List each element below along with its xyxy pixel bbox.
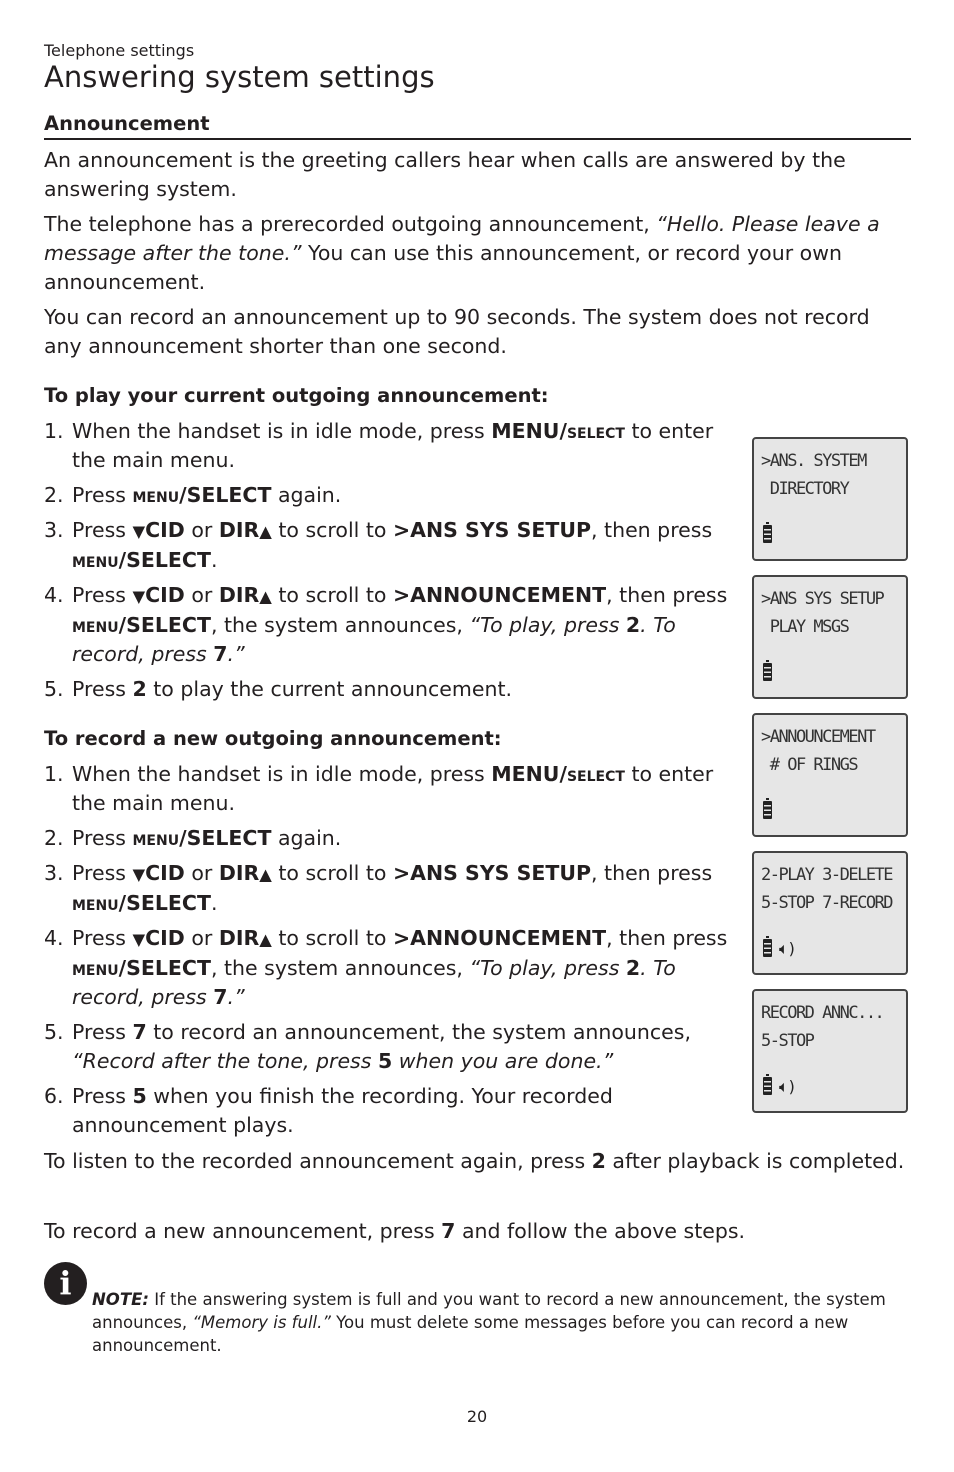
handset-screen: [752, 851, 908, 975]
note: NOTE: If the answering system is full and you want to record a new announcement, the system announces, “Memory is full.” You must delete some messages before you can record a new announcement.: [92, 1290, 886, 1355]
screen-line-1: 2-PLAY 3-DELETE: [761, 865, 893, 885]
speaker-icon: 🔈︎): [779, 1077, 795, 1096]
section-heading: Announcement: [44, 112, 911, 140]
list-item: 4. Press ▼CID or DIR▲ to scroll to >ANNOUNCEMENT, then press menu/SELECT, the system announces, “To play, press 2. To record, press 7.”: [44, 583, 728, 666]
list-item: 6. Press 5 when you finish the recording. Your recorded announcement plays.: [44, 1084, 613, 1137]
after-paragraph-2: To record a new announcement, press 7 and follow the above steps.: [44, 1219, 746, 1243]
speaker-icon: 🔈︎): [779, 939, 795, 958]
down-arrow-icon: ▼: [132, 587, 146, 606]
list-item: 1. When the handset is in idle mode, press MENU/select to enter the main menu.: [44, 762, 714, 815]
screen-line-2: DIRECTORY: [761, 479, 849, 499]
screen-line-1: RECORD ANNC...: [761, 1003, 884, 1023]
list-item: 5. Press 2 to play the current announcement.: [44, 677, 512, 701]
battery-icon: [763, 801, 772, 819]
list-item: 3. Press ▼CID or DIR▲ to scroll to >ANS SYS SETUP, then press menu/SELECT.: [44, 861, 713, 915]
play-heading: To play your current outgoing announcement:: [44, 384, 549, 407]
list-item: 5. Press 7 to record an announcement, the system announces, “Record after the tone, press 5 when you are done.”: [44, 1020, 691, 1073]
record-steps: [44, 760, 744, 1146]
battery-icon: [763, 939, 772, 957]
up-arrow-icon: ▲: [259, 930, 272, 949]
battery-icon: [763, 663, 772, 681]
screen-line-2: # OF RINGS: [761, 755, 858, 775]
screen-line-2: PLAY MSGS: [761, 617, 849, 637]
intro-paragraph-1: An announcement is the greeting callers hear when calls are answered by the answering system.: [44, 148, 846, 201]
handset-screen: [752, 437, 908, 561]
screen-line-1: >ANS. SYSTEM: [761, 451, 866, 471]
list-item: 2. Press menu/SELECT again.: [44, 483, 342, 507]
breadcrumb: Telephone settings: [44, 41, 195, 60]
list-item: 4. Press ▼CID or DIR▲ to scroll to >ANNOUNCEMENT, then press menu/SELECT, the system announces, “To play, press 2. To record, press 7.”: [44, 926, 728, 1009]
screen-line-2: 5-STOP: [761, 1031, 814, 1051]
handset-screen: [752, 989, 908, 1113]
screen-line-2: 5-STOP 7-RECORD: [761, 893, 893, 913]
list-item: 1. When the handset is in idle mode, press MENU/select to enter the main menu.: [44, 419, 714, 472]
up-arrow-icon: ▲: [259, 587, 272, 606]
battery-icon: [763, 525, 772, 543]
page-title: Answering system settings: [44, 60, 435, 94]
battery-icon: [763, 1077, 772, 1095]
down-arrow-icon: ▼: [132, 865, 146, 884]
list-item: 2. Press menu/SELECT again.: [44, 826, 342, 850]
play-steps: [44, 417, 744, 710]
up-arrow-icon: ▲: [259, 522, 272, 541]
info-icon: i: [44, 1262, 87, 1305]
up-arrow-icon: ▲: [259, 865, 272, 884]
intro-paragraph-3: You can record an announcement up to 90 seconds. The system does not record any announcement shorter than one second.: [44, 305, 870, 358]
after-paragraph-1: To listen to the recorded announcement again, press 2 after playback is completed.: [44, 1149, 905, 1173]
page-number: 20: [466, 1407, 488, 1426]
intro-paragraph-2: The telephone has a prerecorded outgoing announcement, “Hello. Please leave a message after the tone.” You can use this announcement, or record your own announcement.: [44, 212, 880, 294]
screen-line-1: >ANNOUNCEMENT: [761, 727, 875, 747]
list-item: 3. Press ▼CID or DIR▲ to scroll to >ANS SYS SETUP, then press menu/SELECT.: [44, 518, 713, 572]
down-arrow-icon: ▼: [132, 522, 146, 541]
record-heading: To record a new outgoing announcement:: [44, 727, 502, 750]
screen-line-1: >ANS SYS SETUP: [761, 589, 884, 609]
down-arrow-icon: ▼: [132, 930, 146, 949]
handset-screen: [752, 575, 908, 699]
handset-screen: [752, 713, 908, 837]
